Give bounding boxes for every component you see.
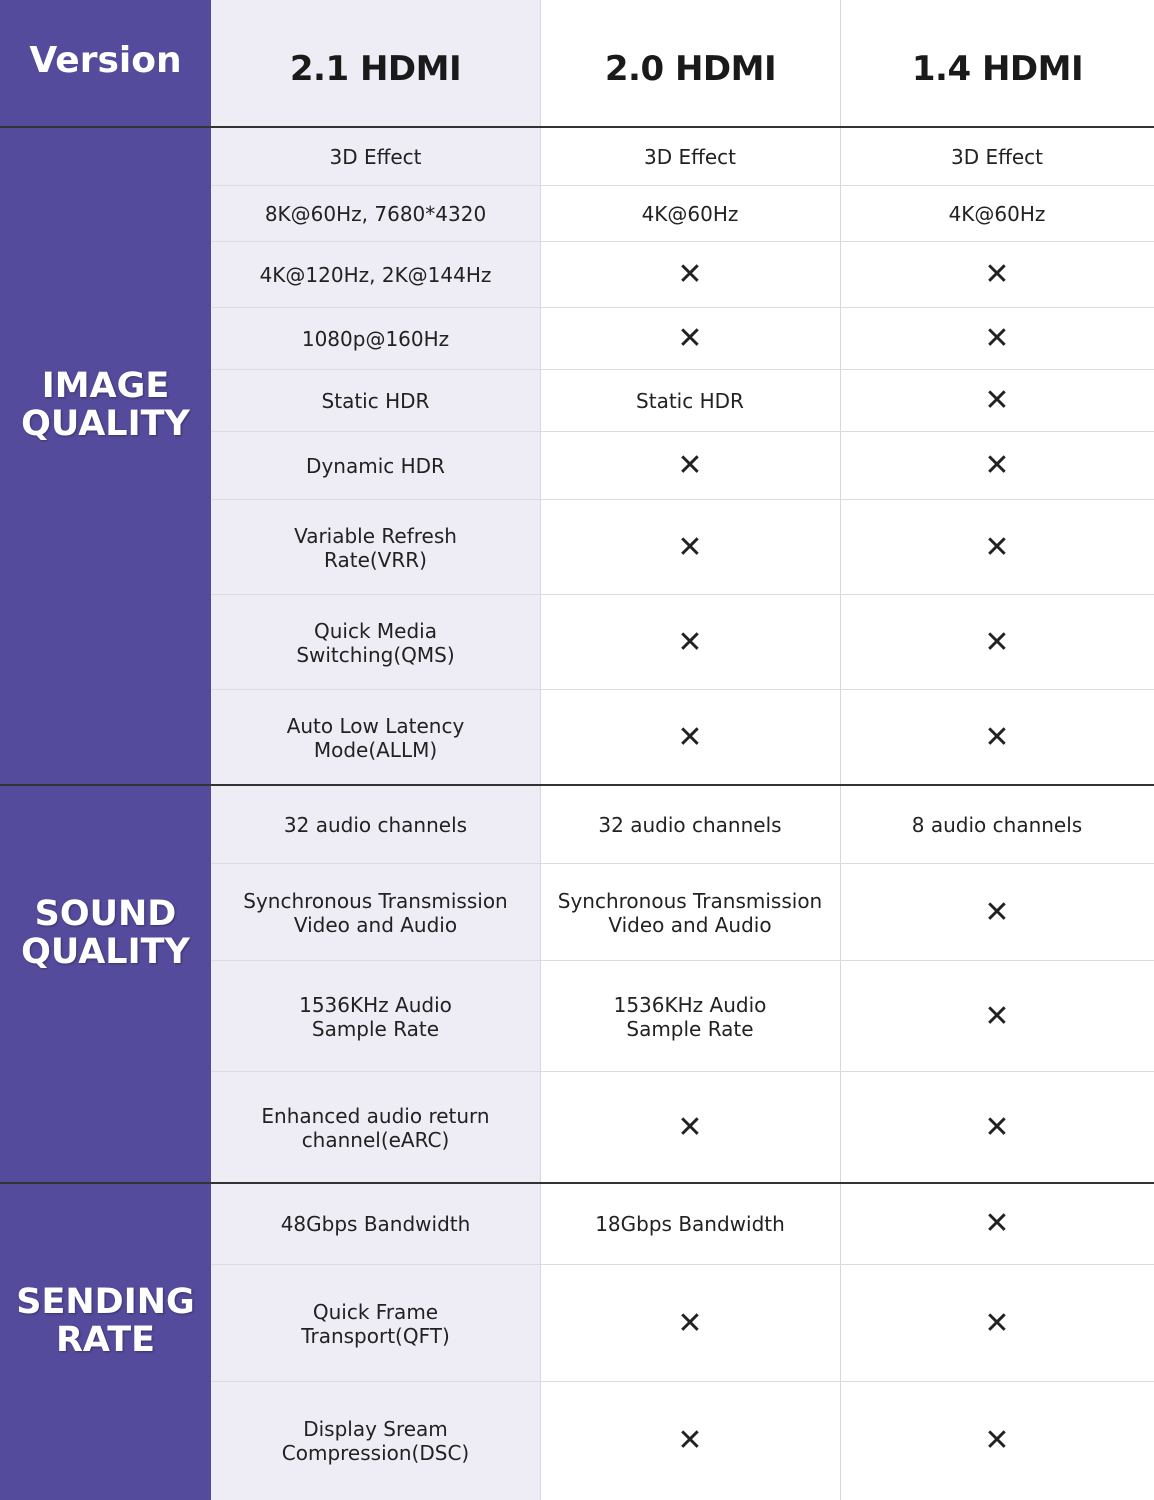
feature-cell: 3D Effect — [643, 144, 737, 169]
table-row — [211, 1183, 1154, 1265]
section-title — [0, 367, 211, 443]
feature-cell: Synchronous Transmission Video and Audio — [557, 888, 823, 937]
unsupported-cross-icon: ✕ — [984, 1206, 1010, 1241]
section-sending-rate — [0, 1183, 1154, 1500]
unsupported-cross-icon: ✕ — [984, 1423, 1010, 1458]
column-header-hdmi-2-0: 2.0 HDMI — [540, 0, 840, 127]
table-row — [211, 370, 1154, 432]
feature-cell: 3D Effect — [329, 144, 422, 169]
table-row — [211, 1382, 1154, 1500]
table-row — [211, 595, 1154, 690]
feature-cell: 18Gbps Bandwidth — [595, 1212, 785, 1236]
feature-cell: Quick Frame Transport(QFT) — [301, 1299, 450, 1348]
table-row — [211, 1072, 1154, 1183]
unsupported-cross-icon: ✕ — [677, 1423, 703, 1458]
feature-cell: 1536KHz Audio Sample Rate — [299, 992, 452, 1041]
unsupported-cross-icon: ✕ — [984, 719, 1010, 755]
feature-cell: Static HDR — [636, 389, 744, 413]
table-row — [211, 1265, 1154, 1382]
unsupported-cross-icon: ✕ — [984, 1109, 1010, 1145]
feature-cell: Static HDR — [321, 389, 430, 413]
feature-cell: Enhanced audio return channel(eARC) — [261, 1103, 490, 1152]
table-row — [211, 690, 1154, 785]
unsupported-cross-icon: ✕ — [677, 257, 703, 292]
section-sound-quality — [0, 785, 1154, 1183]
section-divider — [0, 1182, 1154, 1184]
unsupported-cross-icon: ✕ — [677, 321, 703, 356]
unsupported-cross-icon: ✕ — [677, 448, 703, 483]
section-title-line: IMAGE — [41, 366, 170, 406]
feature-cell: Display Sream Compression(DSC) — [281, 1417, 470, 1465]
table-row — [211, 961, 1154, 1072]
unsupported-cross-icon: ✕ — [984, 257, 1010, 292]
table-row — [211, 186, 1154, 242]
section-title-line: QUALITY — [21, 404, 190, 444]
unsupported-cross-icon: ✕ — [984, 448, 1010, 483]
feature-cell: Quick Media Switching(QMS) — [296, 618, 455, 667]
unsupported-cross-icon: ✕ — [984, 998, 1010, 1034]
feature-cell: 3D Effect — [950, 144, 1044, 169]
table-row — [211, 785, 1154, 864]
feature-cell: Dynamic HDR — [306, 454, 445, 478]
feature-cell: 1536KHz Audio Sample Rate — [613, 992, 767, 1041]
unsupported-cross-icon: ✕ — [677, 719, 703, 755]
feature-cell: 8K@60Hz, 7680*4320 — [264, 202, 487, 226]
unsupported-cross-icon: ✕ — [984, 624, 1010, 660]
unsupported-cross-icon: ✕ — [984, 321, 1010, 356]
unsupported-cross-icon: ✕ — [677, 624, 703, 660]
unsupported-cross-icon: ✕ — [984, 894, 1010, 930]
unsupported-cross-icon: ✕ — [984, 529, 1010, 565]
feature-cell: 32 audio channels — [598, 812, 782, 837]
column-header-hdmi-1-4: 1.4 HDMI — [840, 0, 1154, 127]
table-row — [211, 242, 1154, 308]
section-title — [0, 895, 211, 971]
version-label: Version — [0, 0, 211, 127]
section-divider — [0, 126, 1154, 128]
feature-cell: Synchronous Transmission Video and Audio — [243, 888, 508, 937]
unsupported-cross-icon: ✕ — [677, 529, 703, 565]
section-image-quality — [0, 127, 1154, 785]
feature-cell: 4K@60Hz — [641, 202, 739, 226]
section-divider — [0, 784, 1154, 786]
table-row — [211, 500, 1154, 595]
unsupported-cross-icon: ✕ — [984, 383, 1010, 418]
section-label-bg — [0, 785, 211, 1183]
unsupported-cross-icon: ✕ — [677, 1305, 703, 1341]
table-row — [211, 432, 1154, 500]
section-title-line: RATE — [55, 1320, 156, 1360]
feature-cell: 1080p@160Hz — [301, 327, 450, 351]
unsupported-cross-icon: ✕ — [984, 1305, 1010, 1341]
feature-cell: 4K@120Hz, 2K@144Hz — [259, 263, 492, 287]
section-title-line: SOUND — [34, 894, 177, 934]
header-row — [0, 0, 1154, 127]
section-label-bg — [0, 127, 211, 785]
unsupported-cross-icon: ✕ — [677, 1109, 703, 1145]
table-row — [211, 308, 1154, 370]
table-row — [211, 864, 1154, 961]
feature-cell: Auto Low Latency Mode(ALLM) — [286, 713, 465, 762]
section-title — [0, 1283, 211, 1359]
section-title-line: SENDING — [16, 1282, 195, 1322]
section-title-line: QUALITY — [21, 932, 190, 972]
feature-cell: 8 audio channels — [911, 812, 1083, 837]
feature-cell: Variable Refresh Rate(VRR) — [294, 523, 457, 572]
feature-cell: 4K@60Hz — [948, 202, 1046, 226]
feature-cell: 32 audio channels — [283, 812, 468, 837]
column-header-hdmi-2-1: 2.1 HDMI — [211, 0, 540, 127]
table-row — [211, 127, 1154, 186]
feature-cell: 48Gbps Bandwidth — [280, 1212, 471, 1236]
